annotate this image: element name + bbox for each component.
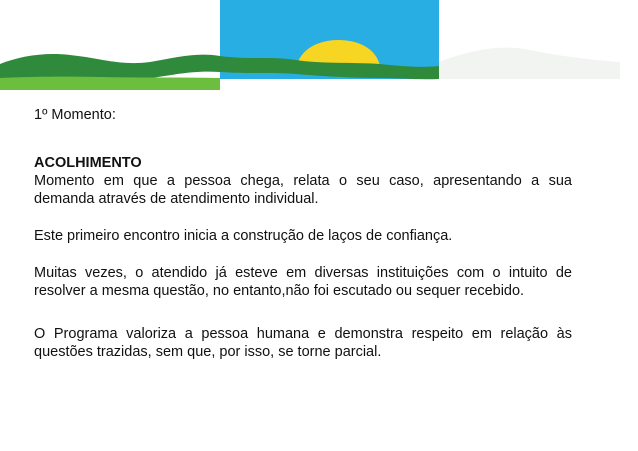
paragraph-3: Muitas vezes, o atendido já esteve em diversas instituições com o intuito de resolver a mesma questão, no entanto,não foi escutado ou sequer recebido. [34,265,572,299]
section-heading: ACOLHIMENTO [34,155,142,171]
hills-faint [439,48,620,79]
hills-light [0,77,220,90]
moment-label: 1º Momento: [34,107,116,123]
paragraph-4: O Programa valoriza a pessoa humana e demonstra respeito em relação às questões trazidas, sem que, por isso, se torne parcial. [34,326,572,360]
document-body [34,106,572,361]
paragraph-1: Momento em que a pessoa chega, relata o seu caso, apresentando a sua demanda através de atendimento individual. [34,173,572,207]
landscape-logo-icon [0,0,638,100]
paragraph-2: Este primeiro encontro inicia a construção de laços de confiança. [34,228,453,244]
header-banner [0,0,638,100]
